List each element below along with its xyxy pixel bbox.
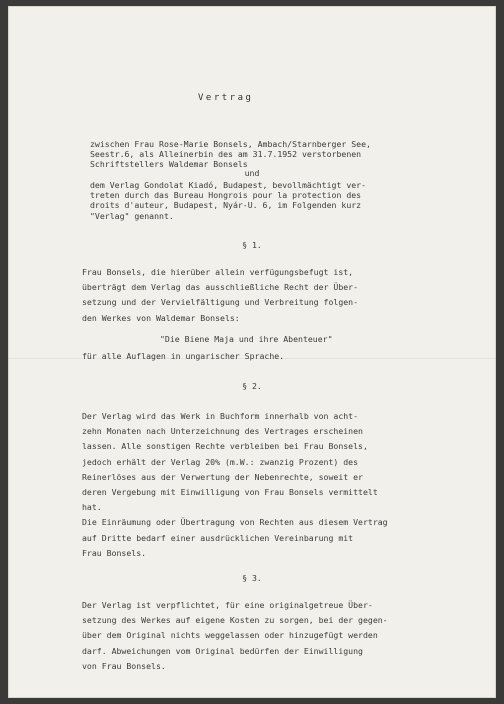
publisher-line: droits d'auteur, Budapest, Nyár-U. 6, im Folgenden kurz [90,200,362,211]
section2-line: zehn Monaten nach Unterzeichnung des Vertrages erscheinen [82,426,363,437]
publisher-line: treten durch das Bureau Hongrois pour la protection des [90,190,362,201]
publisher-line: "Verlag" genannt. [90,210,174,221]
section1-line: setzung und der Vervielfältigung und Verbreitung folgen- [82,297,359,308]
section3-body [82,598,388,674]
parties-line: zwischen Frau Rose-Marie Bonsels, Ambach/Starnberger See, [90,139,371,149]
section3-line: von Frau Bonsels. [82,660,166,671]
publisher-line: dem Verlag Gondolat Kiadó, Budapest, bevollmächtigt ver- [90,180,367,190]
section2-line: lassen. Alle sonstigen Rechte verbleiben bei Frau Bonsels, [82,441,368,452]
document-title: Vertrag [198,93,254,103]
section2-line: auf Dritte bedarf einer ausdrücklichen Vereinbarung mit [82,532,354,543]
section1-heading: § 1. [242,240,262,250]
section2-heading: § 2. [242,381,262,391]
section2-line: Frau Bonsels. [82,547,147,558]
section2-line: jedoch erhält der Verlag 20% (m.W.: zwanzig Prozent) des [82,456,359,467]
section1-closing-block [82,349,284,364]
section3-line: Der Verlag ist verpflichtet, für eine originalgetreue Über- [82,600,373,610]
parties-line: Schriftstellers Waldemar Bonsels [90,159,248,170]
section1-line: überträgt dem Verlag das ausschließliche Recht der Über- [82,282,359,293]
section2-line: hat. [82,502,102,513]
section3-line: über dem Original nichts weggelassen oder hinzugefügt werden [82,630,378,641]
section2-line: Der Verlag wird das Werk in Buchform innerhalb von acht- [82,411,359,421]
section3-heading: § 3. [242,573,262,583]
section1-line: Frau Bonsels, die hierüber allein verfügungsbefugt ist, [82,267,354,277]
section2-body [82,409,388,561]
work-title: "Die Biene Maja und ihre Abenteuer" [160,334,333,344]
parties-block [90,139,371,170]
section1-closing: für alle Auflagen in ungarischer Sprache. [82,351,285,361]
und-line: und [244,168,260,178]
section1-line: den Werkes von Waldemar Bonsels: [82,312,240,323]
section3-line: darf. Abweichungen vom Original bedürfen der Einwilligung [82,645,363,656]
publisher-block [90,180,366,221]
section2-line: Die Einräumung oder Übertragung von Rechten aus diesem Vertrag [82,517,388,528]
section1-body [82,265,358,326]
section2-line: Reinerlöses aus der Verwertung der Nebenrechte, soweit er [82,471,363,482]
section2-line: deren Vergebung mit Einwilligung von Frau Bonsels vermittelt [82,487,378,498]
section3-line: setzung des Werkes auf eigene Kosten zu sorgen, bei der gegen- [82,615,388,626]
parties-line: Seestr.6, als Alleinerbin des am 31.7.1952 verstorbenen [90,149,362,160]
